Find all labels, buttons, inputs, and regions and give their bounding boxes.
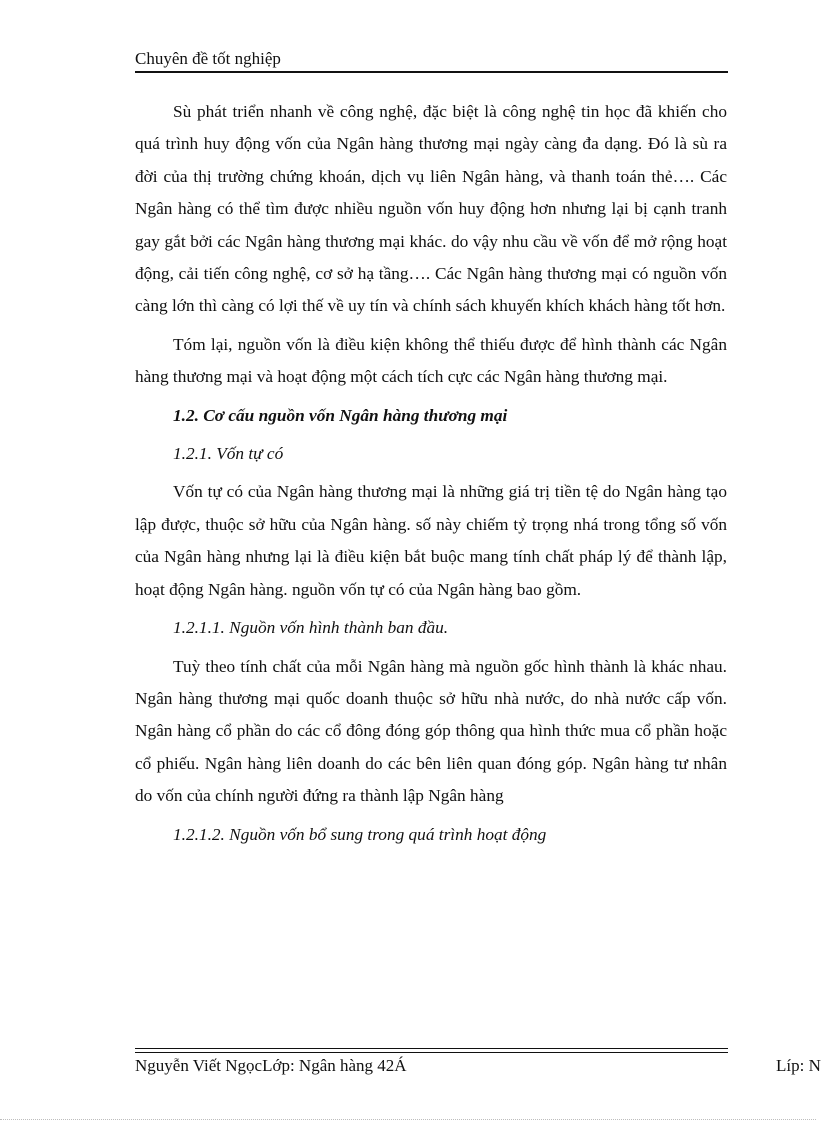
footer-divider [135,1048,728,1053]
paragraph-initial-capital: Tuỳ theo tính chất của mỗi Ngân hàng mà nguồn gốc hình thành là khác nhau. Ngân hàng thương mại quốc doanh thuộc sở hữu nhà nước, do nhà nước cấp vốn. Ngân hàng cổ phần do các cổ đông đóng góp thông qua hình thức mua cổ phần hoặc cổ phiếu. Ngân hàng liên doanh do các bên liên quan đóng góp. Ngân hàng tư nhân do vốn của chính người đứng ra thành lập Ngân hàng [135,656,727,806]
paragraph-own-capital: Vốn tự có của Ngân hàng thương mại là những giá trị tiền tệ do Ngân hàng tạo lập được, thuộc sở hữu của Ngân hàng. số này chiếm tỷ trọng nhá trong tổng số vốn của Ngân hàng nhưng lại là điều kiện bắt buộc mang tính chất pháp lý để thành lập, hoạt động Ngân hàng. nguồn vốn tự có của Ngân hàng bao gồm. [135,482,727,599]
document-body [135,96,727,857]
footer-class-label: Líp: N [776,1056,821,1075]
section-heading-1-2-1: 1.2.1. Vốn tự có [173,444,284,464]
paragraph-technology: Sù phát triển nhanh về công nghệ, đặc biệt là công nghệ tin học đã khiến cho quá trình huy động vốn của Ngân hàng thương mại ngày càng đa dạng. Đó là sù ra đời của thị trường chứng khoán, dịch vụ liên Ngân hàng, và thanh toán thẻ…. Các Ngân hàng có thể tìm được nhiều nguồn vốn huy động hơn nhưng lại bị cạnh tranh gay gắt bởi các Ngân hàng thương mại khác. do vậy nhu cầu về vốn để mở rộng hoạt động, cải tiến công nghệ, cơ sở hạ tầng…. Các Ngân hàng thương mại có nguồn vốn càng lớn thì càng có lợi thế về uy tín và chính sách khuyến khích khách hàng tốt hơn. [135,102,727,316]
paragraph-summary: Tóm lại, nguồn vốn là điều kiện không thể thiếu được để hình thành các Ngân hàng thương mại và hoạt động một cách tích cực các Ngân hàng thương mại. [135,334,727,387]
page-header: Chuyên đề tốt nghiệp [135,48,728,73]
footer-author: Nguyễn Viết NgọcLớp: Ngân hàng 42Á [135,1056,407,1075]
section-heading-1-2: 1.2. Cơ cấu nguồn vốn Ngân hàng thương mại [173,405,508,425]
section-heading-1-2-1-2: 1.2.1.2. Nguồn vốn bổ sung trong quá trình hoạt động [173,824,547,844]
page-edge [0,1119,816,1120]
section-heading-1-2-1-1: 1.2.1.1. Nguồn vốn hình thành ban đầu. [173,618,449,638]
